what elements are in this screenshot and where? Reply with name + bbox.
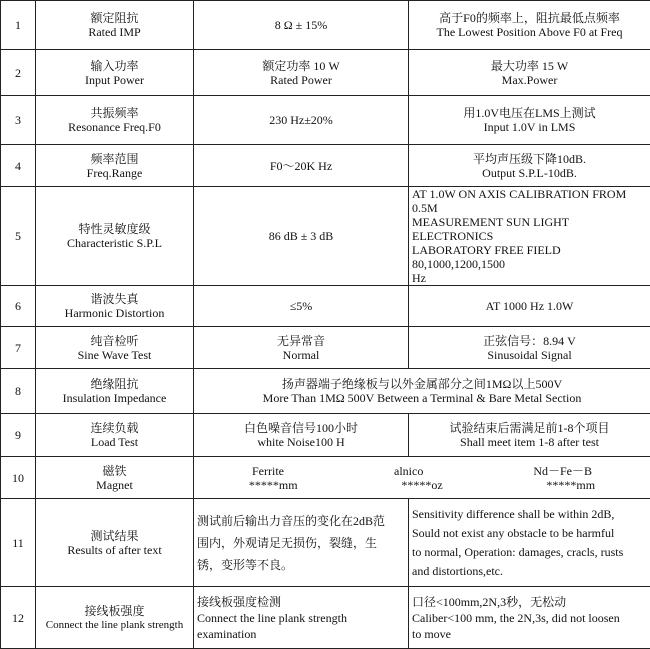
parameter-en: Resonance Freq.F0 <box>39 120 190 134</box>
remark-cn: 正弦信号：8.94 V <box>412 334 647 348</box>
parameter-cn: 纯音检听 <box>39 334 190 348</box>
parameter-cn: 磁铁 <box>39 464 190 478</box>
parameter-en: Load Test <box>39 435 190 449</box>
remark-cell <box>409 414 650 457</box>
row-number: 8 <box>1 369 36 414</box>
remark-cn: 用1.0V电压在LMS上测试 <box>412 106 647 120</box>
value-cell: F0～20K Hz <box>194 145 409 187</box>
table-row <box>1 414 650 457</box>
parameter-cell <box>36 414 194 457</box>
remark-cell <box>409 587 650 649</box>
row-number: 10 <box>1 457 36 499</box>
parameter-cell <box>36 145 194 187</box>
parameter-en: Sine Wave Test <box>39 348 190 362</box>
value-cell <box>194 499 409 587</box>
value-cn: 扬声器端子绝缘板与以外金属部分之间1MΩ以上500V <box>197 377 647 391</box>
table-row <box>1 499 650 587</box>
remark-cn: 试验结束后需满足前1-8个项目 <box>412 421 647 435</box>
row-number: 1 <box>1 1 36 50</box>
remark-cn: 平均声压级下降10dB. <box>412 152 647 166</box>
row-number: 3 <box>1 96 36 145</box>
row-number: 6 <box>1 286 36 327</box>
remark-cn: 高于F0的频率上，阻抗最低点频率 <box>412 11 647 25</box>
remark-en: Shall meet item 1-8 after test <box>412 435 647 449</box>
remark-line: to normal, Operation: damages, cracls, rusts <box>412 543 647 562</box>
parameter-cell <box>36 96 194 145</box>
magnet-type-row <box>197 464 647 478</box>
table-row <box>1 187 650 286</box>
parameter-cn: 输入功率 <box>39 59 190 73</box>
value-cn: 额定功率 10 W <box>197 59 405 73</box>
table-row <box>1 1 650 50</box>
value-en: white Noise100 H <box>197 435 405 449</box>
value-cell: ≤5% <box>194 286 409 327</box>
parameter-cn: 测试结果 <box>39 529 190 543</box>
remark-cell: AT 1000 Hz 1.0W <box>409 286 650 327</box>
parameter-en: Freq.Range <box>39 166 190 180</box>
remark-cell <box>409 327 650 369</box>
parameter-en: Characteristic S.P.L <box>39 236 190 250</box>
parameter-cell <box>36 1 194 50</box>
remark-en: Max.Power <box>412 73 647 87</box>
parameter-cell <box>36 369 194 414</box>
parameter-cn: 连续负载 <box>39 421 190 435</box>
row-number: 11 <box>1 499 36 587</box>
remark-line: to move <box>412 626 647 642</box>
parameter-en: Input Power <box>39 73 190 87</box>
remark-line: 口径<100mm,2N,3秒，无松动 <box>412 594 647 610</box>
table-row <box>1 587 650 649</box>
row-number: 9 <box>1 414 36 457</box>
value-cn: 无异常音 <box>197 334 405 348</box>
value-line: examination <box>197 626 405 642</box>
remark-en: The Lowest Position Above F0 at Freq <box>412 25 647 39</box>
value-cell: 86 dB ± 3 dB <box>194 187 409 286</box>
parameter-cell <box>36 457 194 499</box>
row-number: 5 <box>1 187 36 286</box>
parameter-en: Insulation Impedance <box>39 391 190 405</box>
magnet-value: *****mm <box>249 478 298 492</box>
table-row <box>1 457 650 499</box>
remark-cn: 最大功率 15 W <box>412 59 647 73</box>
value-en: Rated Power <box>197 73 405 87</box>
row-number: 12 <box>1 587 36 649</box>
parameter-cell <box>36 587 194 649</box>
parameter-cell <box>36 50 194 96</box>
magnet-type: Nd－Fe－B <box>533 464 592 478</box>
value-cell <box>194 414 409 457</box>
parameter-cn: 额定阻抗 <box>39 11 190 25</box>
table-row <box>1 96 650 145</box>
remark-line: Sould not exist any obstacle to be harmful <box>412 524 647 543</box>
parameter-cell <box>36 327 194 369</box>
table-row <box>1 327 650 369</box>
value-line: 锈，变形等不良。 <box>197 554 405 576</box>
parameter-cn: 谐波失真 <box>39 292 190 306</box>
remark-line: AT 1.0W ON AXIS CALIBRATION FROM 0.5M <box>412 187 647 215</box>
parameter-cn: 接线板强度 <box>39 604 190 618</box>
magnet-value-row <box>197 478 647 492</box>
parameter-en: Rated IMP <box>39 25 190 39</box>
row-number: 2 <box>1 50 36 96</box>
parameter-cell <box>36 499 194 587</box>
magnet-type: Ferrite <box>252 464 284 478</box>
spanned-value-cell <box>194 369 650 414</box>
magnet-value: *****oz <box>401 478 442 492</box>
value-line: Connect the line plank strength <box>197 610 405 626</box>
magnet-type: alnico <box>394 464 423 478</box>
remark-line: LABORATORY FREE FIELD 80,1000,1200,1500 <box>412 243 647 271</box>
parameter-en: Magnet <box>39 478 190 492</box>
value-line: 接线板强度检测 <box>197 594 405 610</box>
row-number: 7 <box>1 327 36 369</box>
table-row <box>1 369 650 414</box>
remark-line: Caliber<100 mm, the 2N,3s, did not loosen <box>412 610 647 626</box>
parameter-en: Connect the line plank strength <box>39 618 190 632</box>
value-en: More Than 1MΩ 500V Between a Terminal & Bare Metal Section <box>197 391 647 405</box>
table-row <box>1 286 650 327</box>
remark-cell <box>409 499 650 587</box>
remark-cell <box>409 96 650 145</box>
value-line: 围内，外观请足无损伤，裂缝，生 <box>197 532 405 554</box>
value-line: 测试前后输出力音压的变化在2dB范 <box>197 510 405 532</box>
table-row <box>1 145 650 187</box>
value-cn: 白色噪音信号100小时 <box>197 421 405 435</box>
parameter-en: Results of after text <box>39 543 190 557</box>
parameter-cn: 共振频率 <box>39 106 190 120</box>
remark-line: MEASUREMENT SUN LIGHT ELECTRONICS <box>412 215 647 243</box>
parameter-cell <box>36 187 194 286</box>
row-number: 4 <box>1 145 36 187</box>
remark-cell <box>409 50 650 96</box>
remark-en: Sinusoidal Signal <box>412 348 647 362</box>
remark-cell <box>409 1 650 50</box>
parameter-cell <box>36 286 194 327</box>
remark-line: Sensitivity difference shall be within 2dB, <box>412 505 647 524</box>
value-cell <box>194 587 409 649</box>
value-cell: 230 Hz±20% <box>194 96 409 145</box>
parameter-cn: 绝缘阻抗 <box>39 377 190 391</box>
remark-line: and distortions,etc. <box>412 562 647 581</box>
parameter-cn: 特性灵敏度级 <box>39 222 190 236</box>
remark-en: Input 1.0V in LMS <box>412 120 647 134</box>
magnet-value: *****mm <box>546 478 595 492</box>
value-cell <box>194 50 409 96</box>
magnet-cell <box>194 457 650 499</box>
remark-line: Hz <box>412 271 647 285</box>
value-cell <box>194 327 409 369</box>
parameter-cn: 频率范围 <box>39 152 190 166</box>
table-row <box>1 50 650 96</box>
remark-en: Output S.P.L-10dB. <box>412 166 647 180</box>
remark-cell <box>409 145 650 187</box>
parameter-en: Harmonic Distortion <box>39 306 190 320</box>
value-en: Normal <box>197 348 405 362</box>
value-cell: 8 Ω ± 15% <box>194 1 409 50</box>
remark-cell <box>409 187 650 286</box>
